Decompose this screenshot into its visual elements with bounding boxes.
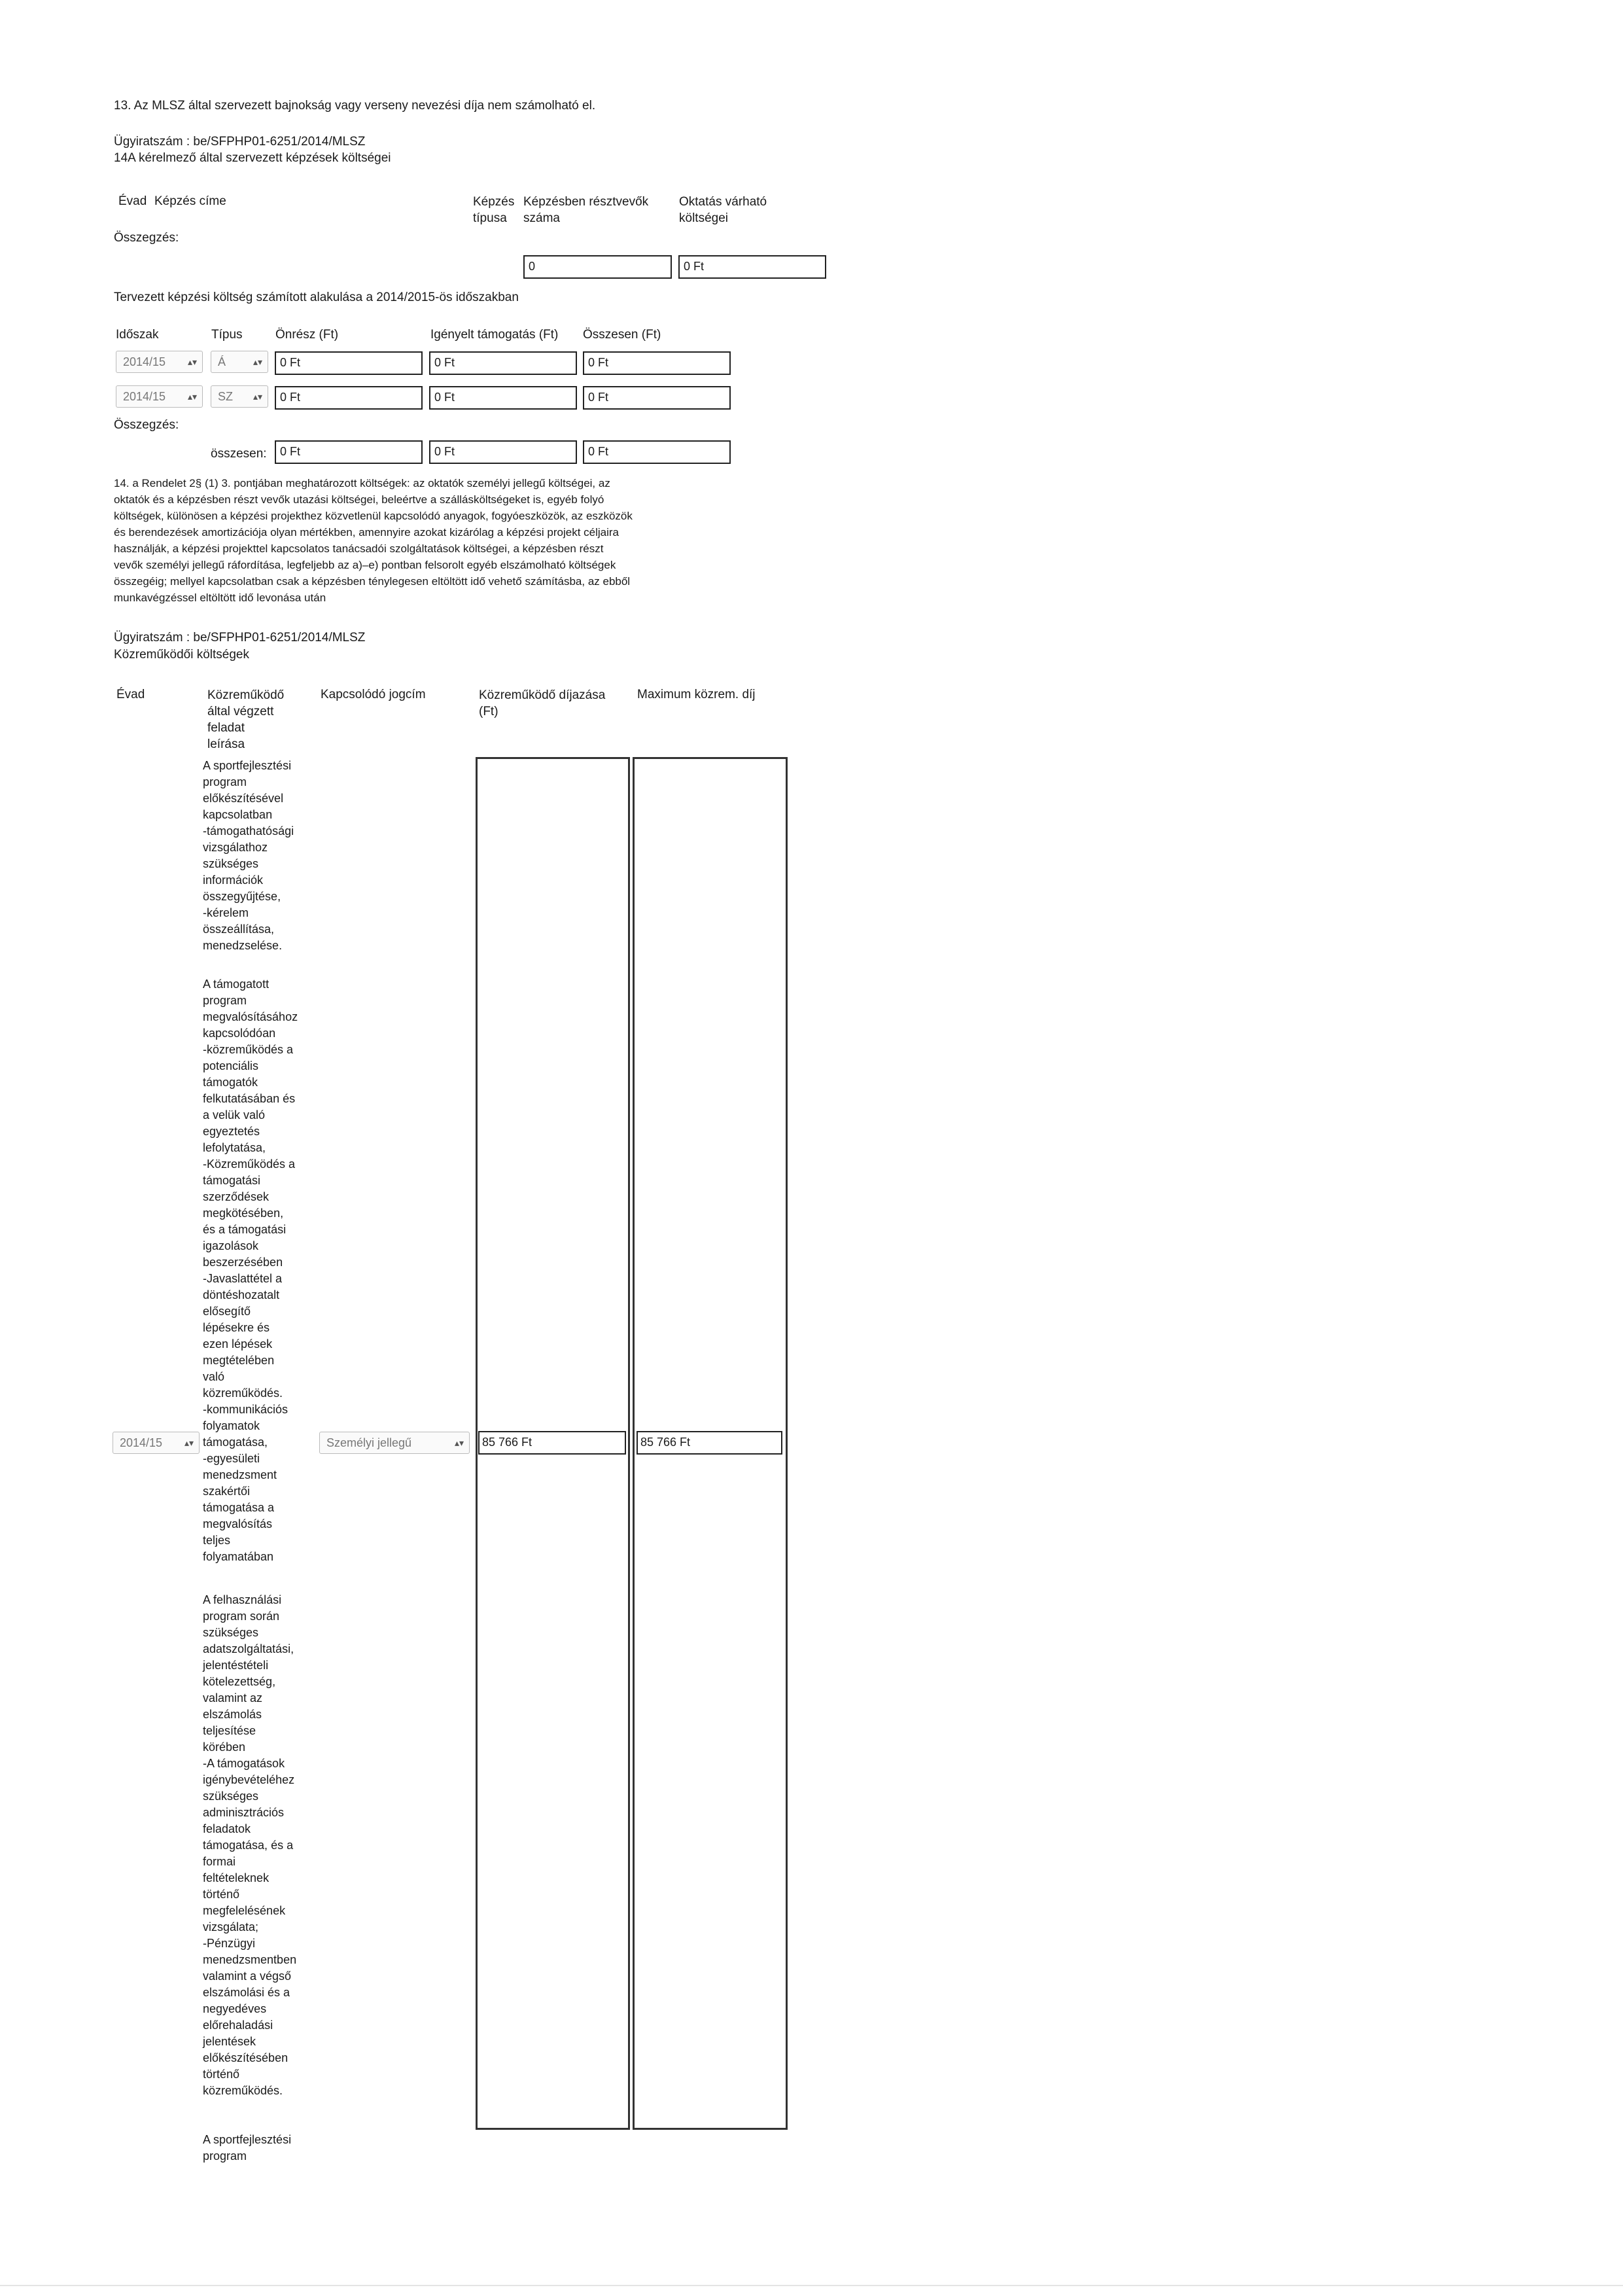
max-fee-field[interactable]: 85 766 Ft bbox=[637, 1431, 782, 1455]
col-header-dijazas: Közreműködő díjazása (Ft) bbox=[479, 688, 606, 718]
osszegzes-label-2: Összegzés: bbox=[114, 418, 179, 432]
osszesen-label: összesen: bbox=[211, 447, 267, 461]
col-header-max: Maximum közrem. díj bbox=[637, 688, 756, 701]
col-header-jogcim: Kapcsolódó jogcím bbox=[321, 688, 426, 701]
col-header-oktatas: Oktatás várható költségei bbox=[679, 195, 767, 225]
total-requested-field[interactable]: 0 Ft bbox=[429, 440, 577, 464]
own-contribution-field[interactable]: 0 Ft bbox=[275, 351, 423, 375]
requested-support-field[interactable]: 0 Ft bbox=[429, 386, 577, 410]
kozrem-title: Közreműködői költségek bbox=[114, 648, 249, 662]
jogcim-select[interactable] bbox=[319, 1432, 470, 1454]
total-field[interactable]: 0 Ft bbox=[583, 386, 731, 410]
task-description-1: A sportfejlesztési program előkészítésével kapcsolatban -támogathatósági vizsgálathoz szükséges információk összegyűjtése, -kérelem összeállítása, menedzselése. bbox=[203, 759, 294, 952]
col-header-evad-2: Évad bbox=[116, 688, 145, 701]
note-line: használják, a képzési projekttel kapcsolatos tanácsadói szolgáltatások költségei, a képzésben részt bbox=[114, 542, 604, 555]
task-description-3: A felhasználási program során szükséges adatszolgáltatási, jelentéstételi kötelezettség, valamint az elszámolás teljesítése körében -A támogatások igénybevételéhez szükséges adminisztrációs feladatok támogatása, és a formai feltételeknek történő megfelelésének vizsgálata; -Pénzügyi menedzsmentben valamint a végső elszámolási és a negyedéves előrehaladási jelentések előkészítésében történő közreműködés. bbox=[203, 1593, 297, 2097]
own-contribution-field[interactable]: 0 Ft bbox=[275, 386, 423, 410]
select-arrows-icon: ▴▾ bbox=[253, 357, 262, 367]
total-field[interactable]: 0 Ft bbox=[583, 351, 731, 375]
col-header-resztvevok: Képzésben résztvevők száma bbox=[523, 195, 649, 225]
period-select-value: 2014/15 bbox=[123, 390, 166, 403]
osszegzes-label: Összegzés: bbox=[114, 231, 179, 245]
period-select[interactable] bbox=[116, 351, 203, 373]
total-own-field[interactable]: 0 Ft bbox=[275, 440, 423, 464]
kozrem-period-select[interactable] bbox=[113, 1432, 200, 1454]
col-header-feladat: Közreműködő által végzett feladat leírása bbox=[207, 688, 285, 751]
sum-cost-field[interactable]: 0 Ft bbox=[678, 255, 826, 279]
select-arrows-icon: ▴▾ bbox=[454, 1438, 464, 1448]
col-header-idoszak: Időszak bbox=[116, 328, 159, 342]
col-header-onresz: Önrész (Ft) bbox=[275, 328, 339, 342]
kozrem-period-value: 2014/15 bbox=[120, 1436, 163, 1449]
case-number-2: Ügyiratszám : be/SFPHP01-6251/2014/MLSZ bbox=[114, 631, 366, 645]
note-line: 14. a Rendelet 2§ (1) 3. pontjában meghatározott költségek: az oktatók személyi jellegű költségei, az bbox=[114, 477, 610, 489]
note-line: oktatók és a képzésben részt vevők utazási költségei, beleértve a szállásköltségeket is, egyéb folyó bbox=[114, 493, 604, 506]
col-header-evad: Évad bbox=[118, 194, 147, 208]
note-14 bbox=[114, 475, 633, 606]
col-header-igenyelt: Igényelt támogatás (Ft) bbox=[430, 328, 559, 342]
requested-support-field[interactable]: 0 Ft bbox=[429, 351, 577, 375]
select-arrows-icon: ▴▾ bbox=[187, 357, 197, 367]
col-header-tipus: Típus bbox=[211, 328, 243, 342]
period-select-value: 2014/15 bbox=[123, 355, 166, 368]
scan-edge-divider bbox=[0, 2285, 1623, 2286]
note-line: összegéig; mellyel kapcsolatban csak a képzésben ténylegesen eltöltött idő vehető számításba, az ebből bbox=[114, 575, 631, 588]
section-13-text: 13. Az MLSZ által szervezett bajnokság vagy verseny nevezési díja nem számolható el. bbox=[114, 99, 596, 113]
type-select-value: SZ bbox=[218, 390, 234, 403]
select-arrows-icon: ▴▾ bbox=[253, 391, 262, 402]
case-number: Ügyiratszám : be/SFPHP01-6251/2014/MLSZ bbox=[114, 135, 366, 149]
note-line: és berendezések amortizációja olyan mértékben, amennyire azokat kizárólag a képzési projekt céljaira bbox=[114, 526, 620, 539]
note-line: munkavégzéssel eltöltött idő levonása után bbox=[114, 592, 326, 604]
grand-total-field[interactable]: 0 Ft bbox=[583, 440, 731, 464]
period-select[interactable] bbox=[116, 385, 203, 408]
note-line: vevők személyi jellegű ráfordítása, legfeljebb az a)–e) pontban felsorolt egyéb elszámolható költségek bbox=[114, 559, 616, 571]
task-description-4: A sportfejlesztési program bbox=[203, 2133, 292, 2163]
note-line: költségek, különösen a képzési projekthez közvetlenül kapcsolódó anyagok, fogyóeszközök, az eszközök bbox=[114, 510, 633, 522]
sum-participants-field[interactable]: 0 bbox=[523, 255, 672, 279]
type-select-value: Á bbox=[218, 355, 226, 368]
select-arrows-icon: ▴▾ bbox=[184, 1438, 194, 1448]
type-select[interactable] bbox=[211, 351, 268, 373]
section-14a-title: 14A kérelmező által szervezett képzések költségei bbox=[114, 151, 391, 165]
planned-cost-title: Tervezett képzési költség számított alakulása a 2014/2015-ös időszakban bbox=[114, 291, 519, 304]
jogcim-select-value: Személyi jellegű bbox=[326, 1436, 412, 1449]
task-description-2: A támogatott program megvalósításához kapcsolódóan -közreműködés a potenciális támogatók felkutatásában és a velük való egyeztetés lefolytatása, -Közreműködés a támogatási szerződések megkötésében, és a támogatási igazolások beszerzésében -Javaslattétel a döntéshozatalt elősegítő lépésekre és ezen lépések megtételében való közreműködés. -kommunikációs folyamatok támogatása, -egyesületi menedzsment szakértői támogatása a megvalósítás teljes folyamatában bbox=[203, 978, 298, 1563]
col-header-osszesen: Összesen (Ft) bbox=[583, 328, 661, 342]
col-header-kepzes-tipusa: Képzés típusa bbox=[473, 195, 515, 225]
select-arrows-icon: ▴▾ bbox=[187, 391, 197, 402]
type-select[interactable] bbox=[211, 385, 268, 408]
col-header-kepzes-cime: Képzés címe bbox=[154, 194, 226, 208]
fee-field[interactable]: 85 766 Ft bbox=[478, 1431, 626, 1455]
